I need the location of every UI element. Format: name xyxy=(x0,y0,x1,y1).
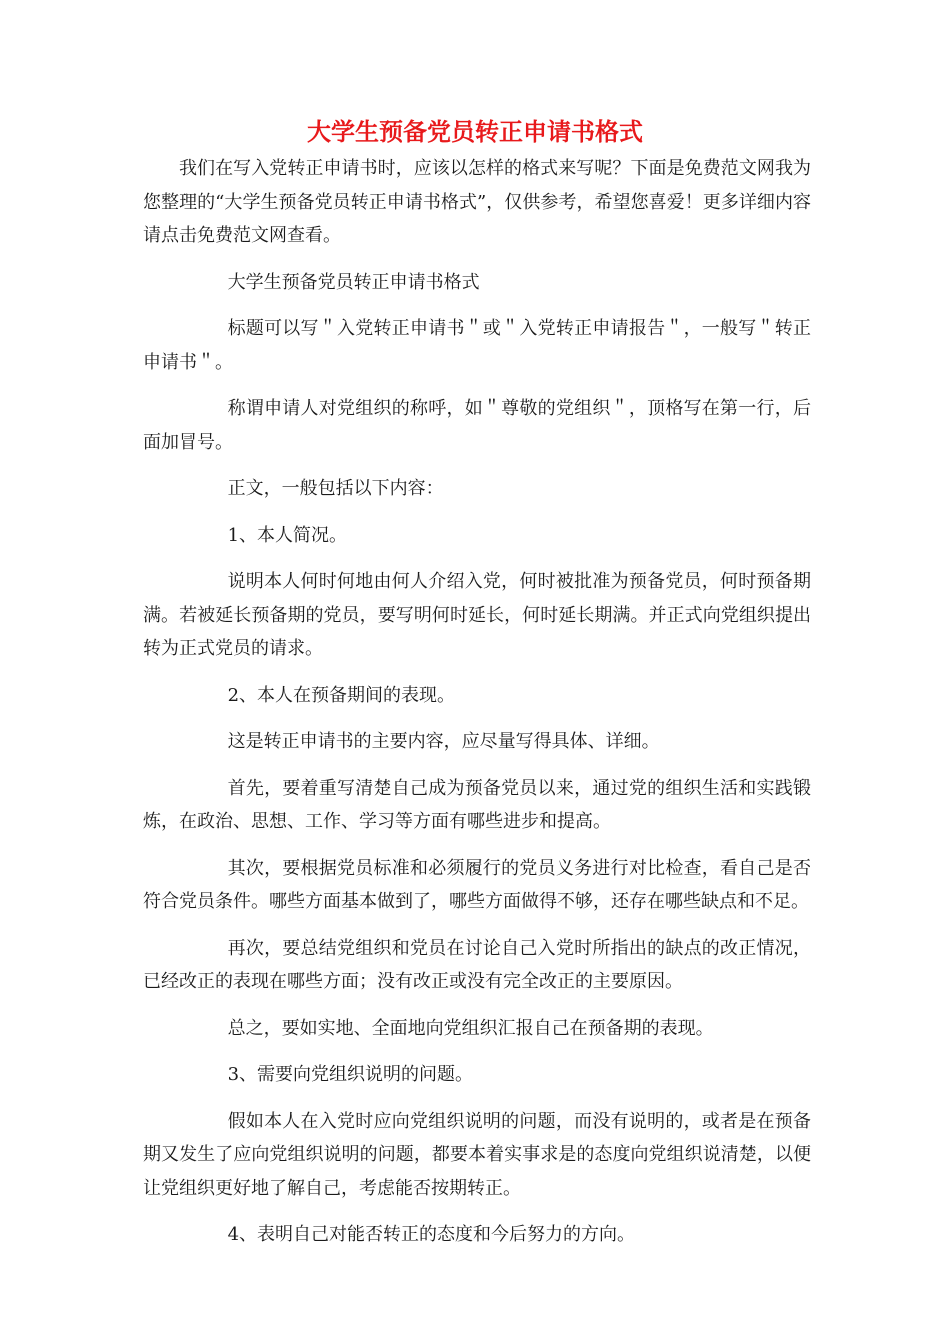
paragraph-section-1: 说明本人何时何地由何人介绍入党，何时被批准为预备党员，何时预备期满。若被延长预备期的党员，要写明何时延长，何时延长期满。并正式向党组织提出转为正式党员的请求。 xyxy=(143,571,811,659)
paragraph-heading-rule: 标题可以写＂入党转正申请书＂或＂入党转正申请报告＂，一般写＂转正申请书＂。 xyxy=(143,318,811,373)
document-title: 大学生预备党员转正申请书格式 xyxy=(307,118,643,146)
paragraph-section-2-first: 首先，要着重写清楚自己成为预备党员以来，通过党的组织生活和实践锻炼，在政治、思想、工作、学习等方面有哪些进步和提高。 xyxy=(143,777,811,832)
paragraph-section-2-summary: 总之，要如实地、全面地向党组织汇报自己在预备期的表现。 xyxy=(227,1017,714,1039)
paragraph-salutation-rule: 称谓申请人对党组织的称呼，如＂尊敬的党组织＂，顶格写在第一行，后面加冒号。 xyxy=(143,398,811,453)
document-body xyxy=(143,152,811,1265)
section-heading-2: 2、本人在预备期间的表现。 xyxy=(227,684,456,706)
paragraph-subtitle: 大学生预备党员转正申请书格式 xyxy=(227,271,480,293)
section-heading-3: 3、需要向党组织说明的问题。 xyxy=(227,1064,474,1085)
section-heading-1: 1、本人简况。 xyxy=(227,524,348,546)
paragraph-section-3: 假如本人在入党时应向党组织说明的问题，而没有说明的，或者是在预备期又发生了应向党组织说明的问题，都要本着实事求是的态度向党组织说清楚，以便让党组织更好地了解自己，考虑能否按期转正。 xyxy=(143,1110,811,1199)
paragraph-section-2-second: 其次，要根据党员标准和必须履行的党员义务进行对比检查，看自己是否符合党员条件。哪些方面基本做到了，哪些方面做得不够，还存在哪些缺点和不足。 xyxy=(143,857,811,912)
paragraph-section-2-third: 再次，要总结党组织和党员在讨论自己入党时所指出的缺点的改正情况，已经改正的表现在哪些方面；没有改正或没有完全改正的主要原因。 xyxy=(143,937,811,992)
section-heading-4: 4、表明自己对能否转正的态度和今后努力的方向。 xyxy=(227,1224,636,1245)
paragraph-section-2-main: 这是转正申请书的主要内容，应尽量写得具体、详细。 xyxy=(227,731,660,752)
paragraph-intro: 我们在写入党转正申请书时，应该以怎样的格式来写呢？下面是免费范文网我为您整理的“大学生预备党员转正申请书格式”，仅供参考，希望您喜爱！更多详细内容请点击免费范文网查看。 xyxy=(143,158,811,246)
paragraph-body-intro: 正文，一般包括以下内容： xyxy=(227,478,444,499)
